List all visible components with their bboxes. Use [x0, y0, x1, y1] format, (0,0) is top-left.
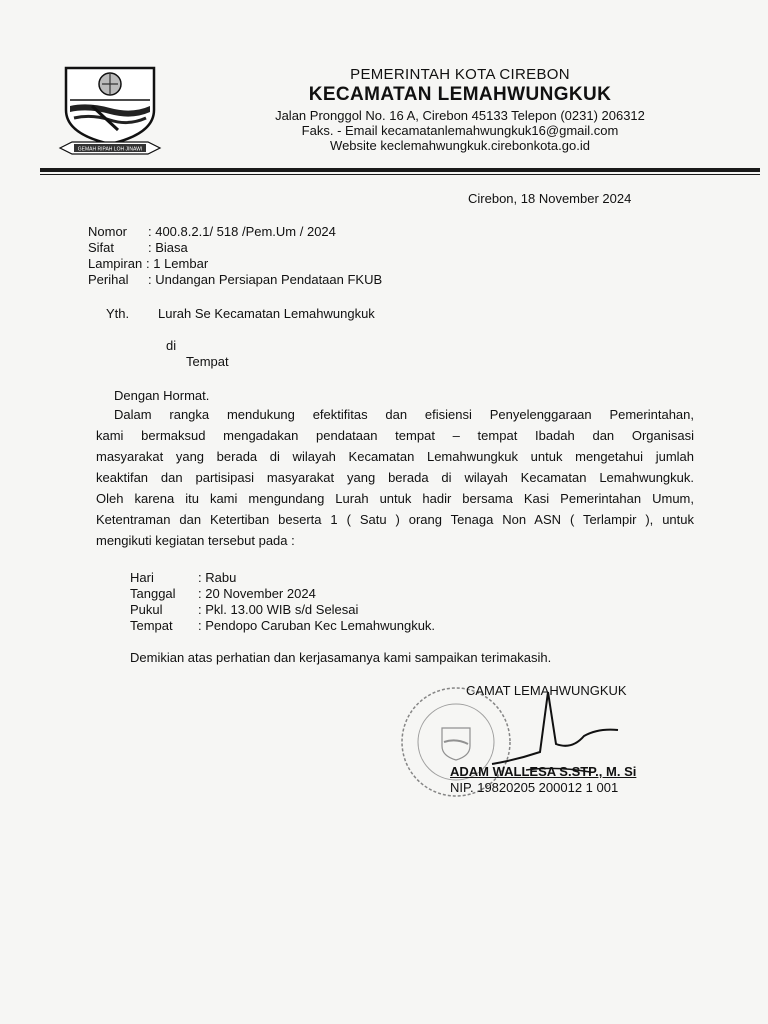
city-emblem-logo [58, 62, 162, 158]
office-name: KECAMATAN LEMAHWUNGKUK [308, 84, 612, 105]
schedule-value-pukul: : Pkl. 13.00 WIB s/d Selesai [198, 602, 359, 617]
website-line: Website keclemahwungkuk.cirebonkota.go.id [330, 138, 590, 153]
govt-name: PEMERINTAH KOTA CIREBON [350, 66, 570, 83]
closing-sentence: Demikian atas perhatian dan kerjasamanya kami sampaikan terimakasih. [130, 650, 552, 665]
letter-date: Cirebon, 18 November 2024 [468, 191, 632, 206]
body-line: Oleh karena itu kami mengundang Lurah untuk hadir bersama Kasi Pemerintahan Umum, [96, 491, 694, 506]
signatory-title: CAMAT LEMAHWUNGKUK [466, 683, 627, 698]
signatory-name: ADAM WALLESA S.STP., M. Si [450, 764, 637, 779]
body-line: Ketentraman dan Ketertiban beserta 1 ( Satu ) orang Tenaga Non ASN ( Terlampir ), untuk [96, 512, 694, 527]
schedule-value-tanggal: : 20 November 2024 [198, 586, 316, 601]
meta-label-sifat: Sifat [88, 240, 115, 255]
logo-motto: GEMAH RIPAH LOH JINAWI [77, 146, 143, 153]
header-rule-thick [40, 168, 760, 172]
meta-label-lampiran: Lampiran [88, 256, 143, 271]
greeting: Dengan Hormat. [114, 388, 210, 403]
body-line: mengikuti kegiatan tersebut pada : [96, 533, 295, 548]
addressee-place: Tempat [186, 354, 229, 369]
body-line: Dalam rangka mendukung efektifitas dan efisiensi Penyelenggaraan Pemerintahan, [114, 407, 694, 422]
signatory-nip: NIP. 19820205 200012 1 001 [450, 780, 619, 795]
schedule-value-hari: : Rabu [198, 570, 237, 585]
meta-value-sifat: : Biasa [148, 240, 188, 255]
schedule-value-tempat: : Pendopo Caruban Kec Lemahwungkuk. [198, 618, 436, 633]
address-line: Jalan Pronggol No. 16 A, Cirebon 45133 Telepon (0231) 206312 [275, 108, 645, 123]
meta-label-perihal: Perihal [88, 272, 129, 287]
addressee-yth: Yth. [106, 306, 130, 321]
schedule-label-pukul: Pukul [130, 602, 163, 617]
body-line: kami bermaksud mengadakan pendataan tempat – tempat Ibadah dan Organisasi [96, 428, 694, 443]
schedule-label-hari: Hari [130, 570, 154, 585]
schedule-label-tempat: Tempat [130, 618, 173, 633]
body-paragraph [96, 404, 694, 551]
contact-line: Faks. - Email kecamatanlemahwungkuk16@gmail.com [301, 123, 619, 138]
schedule-label-tanggal: Tanggal [130, 586, 176, 601]
meta-value-perihal: : Undangan Persiapan Pendataan FKUB [148, 272, 383, 287]
meta-label-nomor: Nomor [88, 224, 128, 239]
addressee-di: di [166, 338, 177, 353]
meta-value-lampiran: : 1 Lembar [146, 256, 209, 271]
meta-value-nomor: : 400.8.2.1/ 518 /Pem.Um / 2024 [148, 224, 336, 239]
body-line: keaktifan dan partisipasi masyarakat yang berada di wilayah Kecamatan Lemahwungkuk. [96, 470, 694, 485]
addressee-recipient: Lurah Se Kecamatan Lemahwungkuk [158, 306, 375, 321]
header-rule-thin [40, 174, 760, 175]
body-line: masyarakat yang berada di wilayah Kecamatan Lemahwungkuk untuk mengetahui jumlah [96, 449, 694, 464]
